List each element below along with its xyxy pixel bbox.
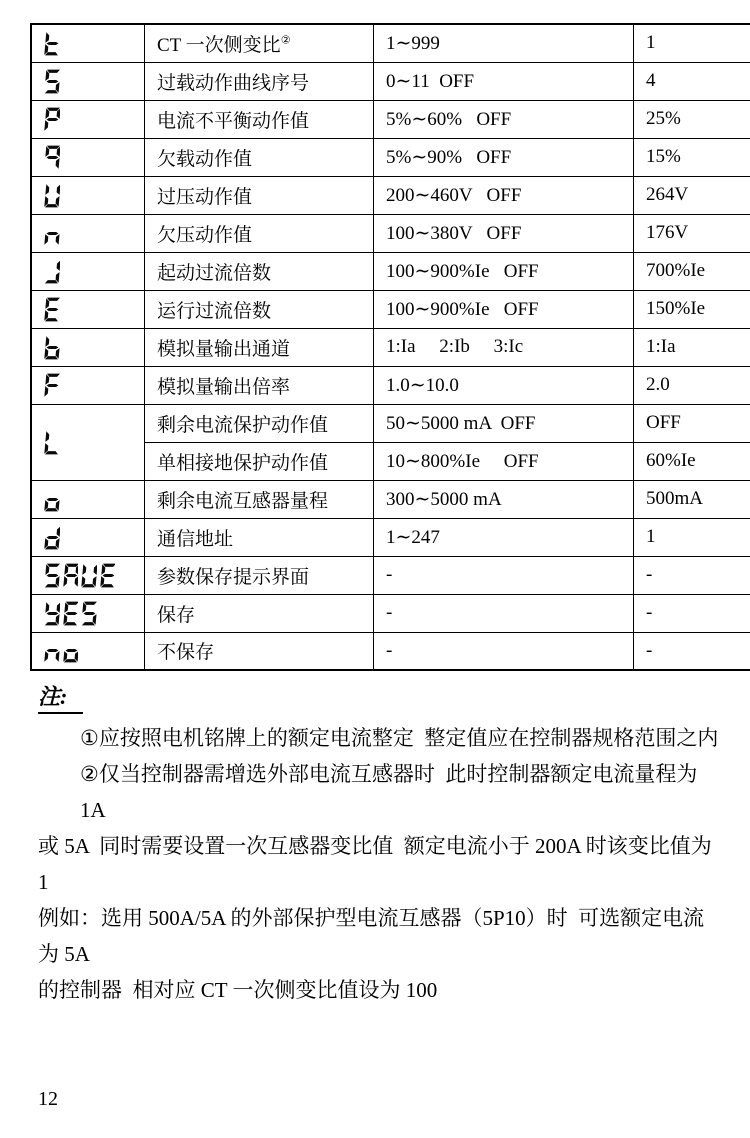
param-code-cell — [31, 24, 145, 62]
seven-segment-display — [44, 31, 144, 56]
param-default-cell: 15% — [634, 138, 750, 176]
param-range-cell: 5%∼90% OFF — [374, 138, 634, 176]
param-name-cell: 不保存 — [145, 632, 374, 670]
table-row — [31, 100, 750, 138]
param-name-cell: 单相接地保护动作值 — [145, 442, 374, 480]
seven-segment-display — [44, 145, 144, 170]
table-row — [31, 176, 750, 214]
param-default-cell: 150%Ie — [634, 290, 750, 328]
param-default-cell: 4 — [634, 62, 750, 100]
table-row — [31, 214, 750, 252]
param-code-cell — [31, 214, 145, 252]
param-range-cell: 100∼380V OFF — [374, 214, 634, 252]
param-code-cell — [31, 328, 145, 366]
param-default-cell: - — [634, 632, 750, 670]
param-range-cell: - — [374, 594, 634, 632]
param-name-cell: 电流不平衡动作值 — [145, 100, 374, 138]
table-row — [31, 518, 750, 556]
table-row — [31, 252, 750, 290]
param-name-cell: 过压动作值 — [145, 176, 374, 214]
param-name-cell: 参数保存提示界面 — [145, 556, 374, 594]
table-row — [31, 556, 750, 594]
param-code-cell — [31, 632, 145, 670]
param-default-cell: 2.0 — [634, 366, 750, 404]
param-name-cell: 起动过流倍数 — [145, 252, 374, 290]
param-default-cell: OFF — [634, 404, 750, 442]
table-row — [31, 62, 750, 100]
page-number: 12 — [38, 1088, 58, 1110]
seven-segment-display — [44, 69, 144, 94]
param-code-cell — [31, 404, 145, 480]
param-name-cell: 保存 — [145, 594, 374, 632]
param-range-cell: 0∼11 OFF — [374, 62, 634, 100]
param-default-cell: 264V — [634, 176, 750, 214]
footnote-marker: ② — [280, 33, 291, 47]
table-row — [31, 290, 750, 328]
note-line: 的控制器 相对应 CT 一次侧变比值设为 100 — [38, 978, 438, 1002]
param-code-cell — [31, 290, 145, 328]
param-name-cell: 欠压动作值 — [145, 214, 374, 252]
table-row — [31, 594, 750, 632]
notes-section — [38, 680, 720, 1008]
table-row — [31, 632, 750, 670]
seven-segment-display — [44, 430, 144, 455]
param-default-cell: 700%Ie — [634, 252, 750, 290]
param-code-cell — [31, 252, 145, 290]
seven-segment-display — [44, 373, 144, 398]
param-default-cell: 1:Ia — [634, 328, 750, 366]
param-range-cell: 1:Ia 2:Ib 3:Ic — [374, 328, 634, 366]
param-default-cell: 60%Ie — [634, 442, 750, 480]
seven-segment-display — [44, 525, 144, 550]
note-line: 例如：选用 500A/5A 的外部保护型电流互感器（5P10）时 可选额定电流为 5A — [38, 906, 705, 966]
param-name-cell: 欠载动作值 — [145, 138, 374, 176]
param-code-cell — [31, 100, 145, 138]
param-code-cell — [31, 62, 145, 100]
seven-segment-display — [44, 221, 144, 246]
param-name-cell: 过载动作曲线序号 — [145, 62, 374, 100]
note-line: 或 5A 同时需要设置一次互感器变比值 额定电流小于 200A 时该变比值为 1 — [38, 834, 718, 894]
param-default-cell: 25% — [634, 100, 750, 138]
param-name-cell: 剩余电流保护动作值 — [145, 404, 374, 442]
param-code-cell — [31, 366, 145, 404]
notes-body — [38, 720, 720, 1008]
param-range-cell: 300∼5000 mA — [374, 480, 634, 518]
table-row — [31, 328, 750, 366]
seven-segment-display — [44, 335, 144, 360]
param-range-cell: 100∼900%Ie OFF — [374, 252, 634, 290]
seven-segment-display — [44, 638, 144, 663]
seven-segment-display — [44, 259, 144, 284]
param-range-cell: - — [374, 632, 634, 670]
param-name-cell: 运行过流倍数 — [145, 290, 374, 328]
note-line: ②仅当控制器需增选外部电流互感器时 此时控制器额定电流量程为 1A — [80, 762, 703, 822]
table-row — [31, 366, 750, 404]
seven-segment-display — [44, 601, 144, 626]
param-name-cell — [145, 24, 374, 62]
param-code-cell — [31, 518, 145, 556]
param-range-cell: 10∼800%Ie OFF — [374, 442, 634, 480]
seven-segment-display — [44, 183, 144, 208]
param-name-cell: 通信地址 — [145, 518, 374, 556]
param-code-cell — [31, 480, 145, 518]
param-default-cell: - — [634, 556, 750, 594]
parameter-table — [30, 23, 750, 671]
seven-segment-display — [44, 107, 144, 132]
table-row — [31, 138, 750, 176]
table-row — [31, 24, 750, 62]
param-default-cell: 500mA — [634, 480, 750, 518]
param-range-cell: - — [374, 556, 634, 594]
param-range-cell: 1.0∼10.0 — [374, 366, 634, 404]
param-default-cell: 1 — [634, 24, 750, 62]
param-name: CT 一次侧变比 — [157, 34, 281, 56]
seven-segment-display — [44, 563, 144, 588]
table-row — [31, 404, 750, 442]
param-name-cell: 模拟量输出倍率 — [145, 366, 374, 404]
param-default-cell: 1 — [634, 518, 750, 556]
notes-heading: 注: — [38, 680, 83, 714]
param-range-cell: 5%∼60% OFF — [374, 100, 634, 138]
param-range-cell: 100∼900%Ie OFF — [374, 290, 634, 328]
seven-segment-display — [44, 297, 144, 322]
param-code-cell — [31, 594, 145, 632]
table-row — [31, 480, 750, 518]
note-line: ①应按照电机铭牌上的额定电流整定 整定值应在控制器规格范围之内 — [80, 726, 719, 750]
param-name-cell: 剩余电流互感器量程 — [145, 480, 374, 518]
param-range-cell: 200∼460V OFF — [374, 176, 634, 214]
param-default-cell: 176V — [634, 214, 750, 252]
param-code-cell — [31, 138, 145, 176]
param-code-cell — [31, 176, 145, 214]
param-default-cell: - — [634, 594, 750, 632]
param-range-cell: 1∼999 — [374, 24, 634, 62]
param-name-cell: 模拟量输出通道 — [145, 328, 374, 366]
seven-segment-display — [44, 487, 144, 512]
param-range-cell: 50∼5000 mA OFF — [374, 404, 634, 442]
param-code-cell — [31, 556, 145, 594]
param-range-cell: 1∼247 — [374, 518, 634, 556]
